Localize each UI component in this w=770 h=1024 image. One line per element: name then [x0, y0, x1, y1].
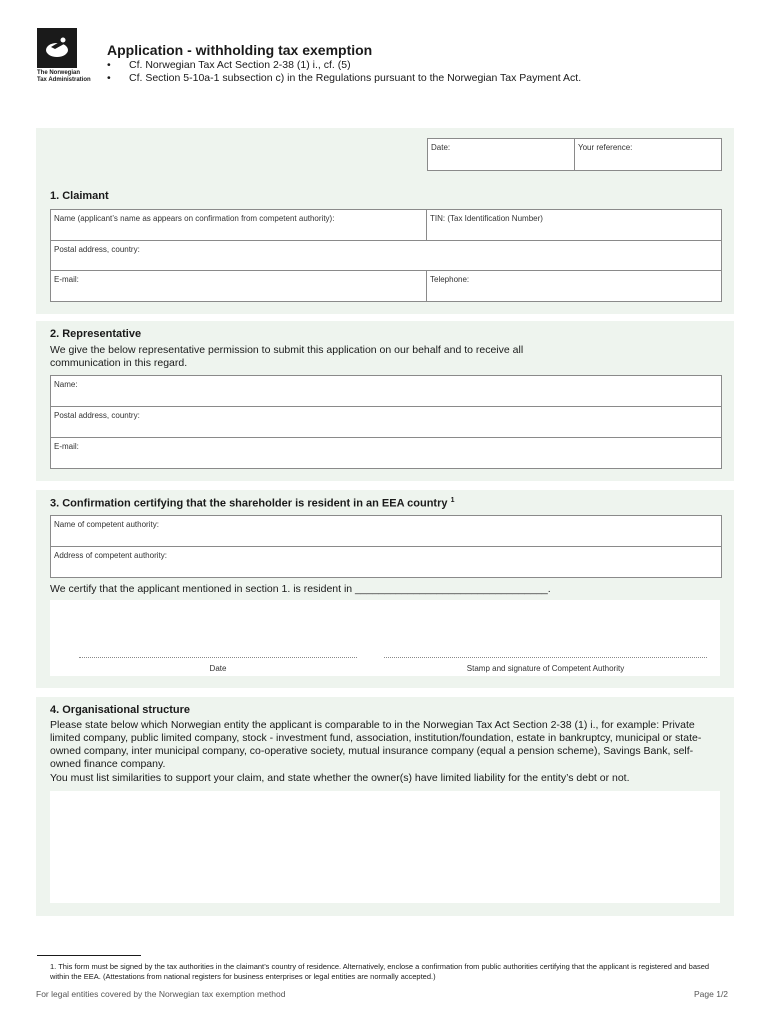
tax-administration-logo	[37, 28, 77, 68]
section1-title: 1. Claimant	[50, 190, 109, 202]
date-label: Date:	[431, 143, 451, 152]
organisational-panel	[36, 697, 734, 916]
claimant-name-label: Name (applicant’s name as appears on confirmation from competent authority):	[54, 214, 335, 223]
section4-instruction: You must list similarities to support your claim, and state whether the owner(s) have limited liability for the entity’s debt or not.	[50, 772, 630, 784]
date-signature-line	[79, 657, 357, 658]
date-caption: Date	[209, 664, 227, 673]
authority-name-field[interactable]	[51, 516, 721, 547]
legal-references	[107, 59, 581, 85]
representative-grid	[50, 375, 722, 469]
claimant-postal-field[interactable]	[51, 241, 721, 271]
stamp-caption: Stamp and signature of Competent Authority	[466, 664, 625, 673]
representative-email-field[interactable]	[51, 438, 721, 468]
legal-reference-text: Cf. Norwegian Tax Act Section 2-38 (1) i., cf. (5)	[129, 59, 351, 71]
claimant-tin-field[interactable]	[427, 210, 721, 241]
logo-line-2: Tax Administration	[37, 77, 91, 83]
signature-area[interactable]	[50, 600, 720, 676]
section4-title: 4. Organisational structure	[50, 704, 190, 716]
representative-name-label: Name:	[54, 380, 78, 389]
date-field[interactable]	[428, 139, 575, 170]
reference-field[interactable]	[575, 139, 721, 170]
reference-label: Your reference:	[578, 143, 633, 152]
footer-scope: For legal entities covered by the Norwegian tax exemption method	[36, 989, 286, 999]
organisational-textarea[interactable]	[50, 791, 720, 903]
footnote-rule	[37, 955, 141, 956]
claimant-telephone-label: Telephone:	[430, 275, 470, 284]
authority-grid	[50, 515, 722, 578]
claimant-telephone-field[interactable]	[427, 271, 721, 301]
claimant-email-label: E-mail:	[54, 275, 79, 284]
section2-title: 2. Representative	[50, 328, 142, 340]
confirmation-panel	[36, 490, 734, 688]
representative-panel	[36, 321, 734, 481]
logo-emblem-icon	[37, 28, 77, 68]
footnote-reference: 1	[450, 497, 455, 504]
authority-name-label: Name of competent authority:	[54, 520, 159, 529]
legal-reference-item	[107, 59, 581, 72]
logo-line-1: The Norwegian	[37, 70, 81, 76]
representative-email-label: E-mail:	[54, 442, 79, 451]
representative-postal-label: Postal address, country:	[54, 411, 140, 420]
section3-title-text: 3. Confirmation certifying that the shareholder is resident in an EEA country	[50, 497, 448, 510]
certify-statement: We certify that the applicant mentioned in section 1. is resident in _________________________________.	[50, 583, 551, 595]
representative-postal-field[interactable]	[51, 407, 721, 438]
representative-name-field[interactable]	[51, 376, 721, 407]
legal-reference-item	[107, 72, 581, 85]
claimant-tin-label: TIN: (Tax Identification Number)	[430, 214, 543, 223]
page-title: Application - withholding tax exemption	[107, 42, 373, 58]
authority-address-label: Address of competent authority:	[54, 551, 167, 560]
page-number: Page 1/2	[694, 989, 729, 999]
claimant-grid	[50, 209, 722, 302]
claimant-postal-label: Postal address, country:	[54, 245, 140, 254]
claimant-panel	[36, 128, 734, 314]
legal-reference-text: Cf. Section 5-10a-1 subsection c) in the Regulations pursuant to the Norwegian Tax Payment Act.	[129, 72, 582, 84]
date-reference-grid	[427, 138, 722, 171]
bullet-icon: •	[107, 72, 111, 84]
authority-address-field[interactable]	[51, 547, 721, 577]
footnote: 1. This form must be signed by the tax authorities in the claimant’s country of residence. Alternatively, enclose a confirmation from public authorities certifying that the applicant is registered and based within the EEA. (Attestations from national registers for business enterprises or legal entities are normally accepted.)	[50, 962, 710, 981]
bullet-icon: •	[107, 59, 111, 71]
section4-description: Please state below which Norwegian entity the applicant is comparable to in the Norwegian Tax Act Section 2-38 (1) i., for example: Private limited company, public limited company, stock - investment fund, association, institution/foundation, estate in bankruptcy, municipal or state-owned company, inter municipal company, co-operative society, mutual insurance company (equal a pension scheme), Savings Bank, self-owned finance company.	[50, 719, 702, 770]
claimant-name-field[interactable]	[51, 210, 427, 241]
section2-description: We give the below representative permission to submit this application on our behalf and to receive all communication in this regard.	[50, 344, 524, 369]
logo-text	[37, 70, 97, 84]
section3-title	[50, 497, 454, 510]
claimant-email-field[interactable]	[51, 271, 427, 301]
stamp-signature-line	[384, 657, 707, 658]
